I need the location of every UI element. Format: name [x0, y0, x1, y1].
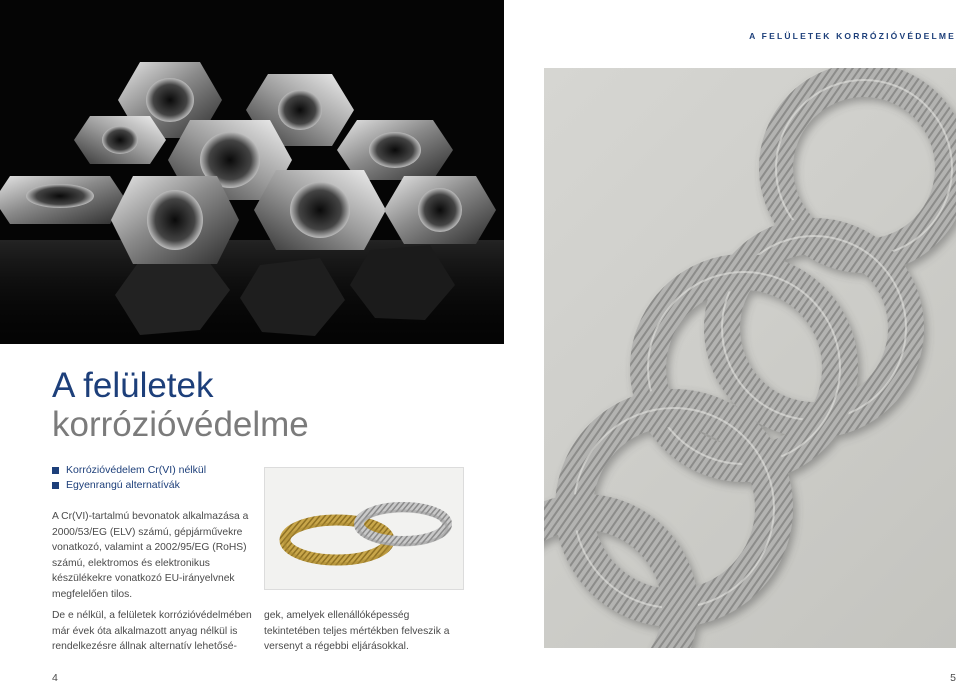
bullet-text: Korrózióvédelem Cr(VI) nélkül: [66, 464, 207, 476]
bullet-item: [52, 478, 206, 493]
feature-bullet-list: [52, 463, 206, 493]
page-title-line1: A felületek: [52, 366, 214, 405]
photo-lock-washers: [544, 68, 956, 648]
photo-hex-nuts: [0, 0, 504, 344]
body-paragraph-2: De e nélkül, a felületek korrózióvédelmében már évek óta alkalmazott anyag nélkül is rendelkezésre állnak alternatív lehetősé-: [52, 610, 252, 652]
bullet-text: Egyenrangú alternatívák: [66, 479, 180, 491]
bullet-item: [52, 463, 206, 478]
nuts-reflection: [0, 240, 504, 344]
bullet-square-icon: [52, 467, 59, 474]
photo-gold-silver-washers: [264, 467, 464, 590]
page-title-line2: korrózióvédelme: [52, 405, 309, 444]
page-title: [52, 366, 309, 444]
nut-group: [0, 62, 496, 264]
body-paragraph-1: A Cr(VI)-tartalmú bevonatok alkalmazása a 2000/53/EG (ELV) számú, gépjárművekre vonatkozó, valamint a 2002/95/EG (RoHS) számú, elektromos és elektronikus készülékekre vonatkozó EU-irányelvnek megfelelően tilos.: [52, 511, 249, 600]
bullet-square-icon: [52, 482, 59, 489]
body-paragraph-3: gek, amelyek ellenállóképesség tekintetében teljes mértékben felveszik a versenyt a régebbi eljárásokkal.: [264, 610, 450, 652]
section-header-label: A FELÜLETEK KORRÓZIÓVÉDELME: [749, 31, 956, 41]
page-number-left: 4: [52, 672, 58, 684]
page-number-right: 5: [950, 672, 956, 684]
